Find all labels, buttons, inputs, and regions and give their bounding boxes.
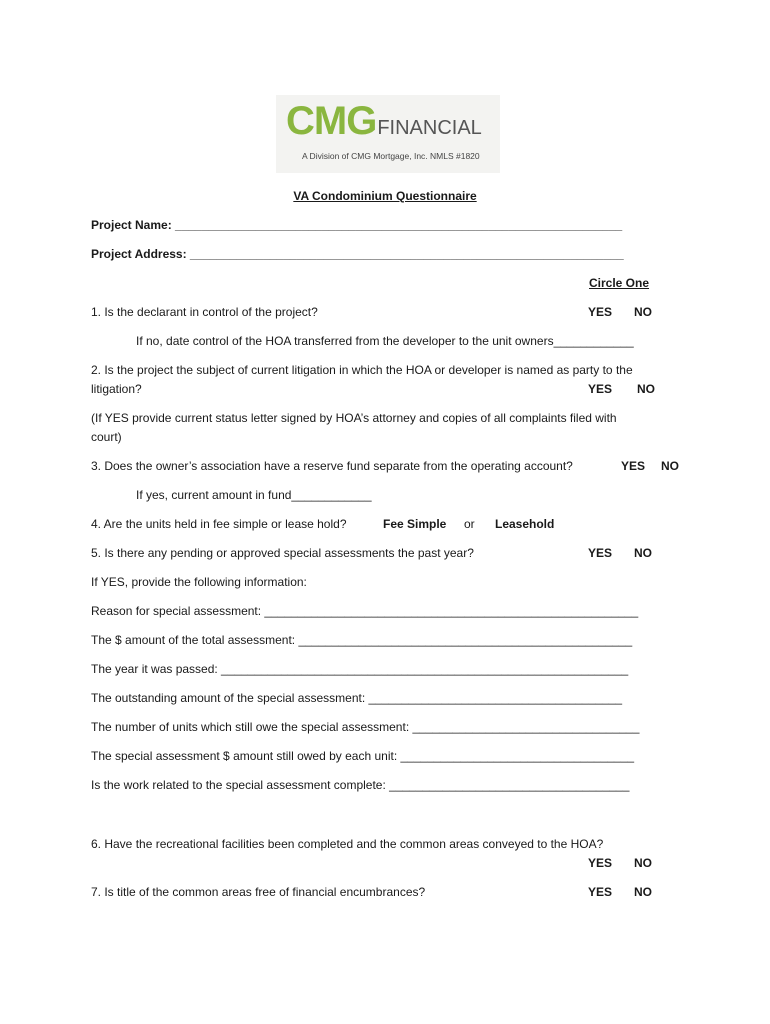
q5-no: NO: [634, 546, 652, 560]
q5-yes: YES: [588, 546, 613, 560]
q7-no: NO: [634, 885, 652, 899]
q2-note-line2: court): [91, 430, 122, 444]
logo-cmg-text: CMG: [286, 99, 377, 143]
q5-field-total-amount: The $ amount of the total assessment: __________________________________________________: [91, 633, 633, 647]
q2-text-line1: 2. Is the project the subject of current litigation in which the HOA or developer is named as party to the: [91, 363, 633, 377]
q3-subquestion: If yes, current amount in fund____________: [136, 488, 372, 502]
q5-if-yes: If YES, provide the following information:: [91, 575, 307, 589]
logo-tagline: A Division of CMG Mortgage, Inc. NMLS #1820: [302, 151, 480, 161]
project-name-field: Project Name: ___________________________________________________________________: [91, 218, 623, 232]
q2-text-line2: litigation?: [91, 382, 142, 396]
q6-no: NO: [634, 856, 652, 870]
project-address-field: Project Address: _________________________________________________________________: [91, 247, 624, 261]
q4-or: or: [464, 517, 475, 531]
q5-field-work-complete: Is the work related to the special assessment complete: ____________________________________: [91, 778, 630, 792]
q1-yes: YES: [588, 305, 613, 319]
q5-field-amount-per-unit: The special assessment $ amount still owed by each unit: ___________________________________: [91, 749, 635, 763]
document-title: VA Condominium Questionnaire: [293, 189, 477, 203]
q3-no: NO: [661, 459, 679, 473]
q1-subquestion: If no, date control of the HOA transferred from the developer to the unit owners____________: [136, 334, 634, 348]
q4-option-fee-simple: Fee Simple: [383, 517, 447, 531]
circle-one-heading: Circle One: [589, 276, 650, 290]
q7-text: 7. Is title of the common areas free of financial encumbrances?: [91, 885, 426, 899]
q5-field-outstanding-amount: The outstanding amount of the special assessment: ______________________________________: [91, 691, 623, 705]
q2-no: NO: [637, 382, 655, 396]
q2-note-line1: (If YES provide current status letter signed by HOA’s attorney and copies of all complaints filed with: [91, 411, 617, 425]
q5-field-reason: Reason for special assessment: ________________________________________________________: [91, 604, 639, 618]
logo-wordmark: [286, 101, 482, 141]
q5-field-units-owing: The number of units which still owe the special assessment: __________________________________: [91, 720, 640, 734]
q1-text: 1. Is the declarant in control of the project?: [91, 305, 318, 319]
q4-text: 4. Are the units held in fee simple or lease hold?: [91, 517, 347, 531]
logo-financial-text: FINANCIAL: [377, 117, 482, 139]
q1-no: NO: [634, 305, 652, 319]
q4-option-leasehold: Leasehold: [495, 517, 555, 531]
q6-text: 6. Have the recreational facilities been completed and the common areas conveyed to the HOA?: [91, 837, 604, 851]
q6-yes: YES: [588, 856, 613, 870]
q5-text: 5. Is there any pending or approved special assessments the past year?: [91, 546, 474, 560]
q5-field-year-passed: The year it was passed: _____________________________________________________________: [91, 662, 629, 676]
q7-yes: YES: [588, 885, 613, 899]
q3-text: 3. Does the owner’s association have a reserve fund separate from the operating account?: [91, 459, 573, 473]
cmg-financial-logo: [276, 95, 500, 173]
q2-yes: YES: [588, 382, 613, 396]
q3-yes: YES: [621, 459, 646, 473]
